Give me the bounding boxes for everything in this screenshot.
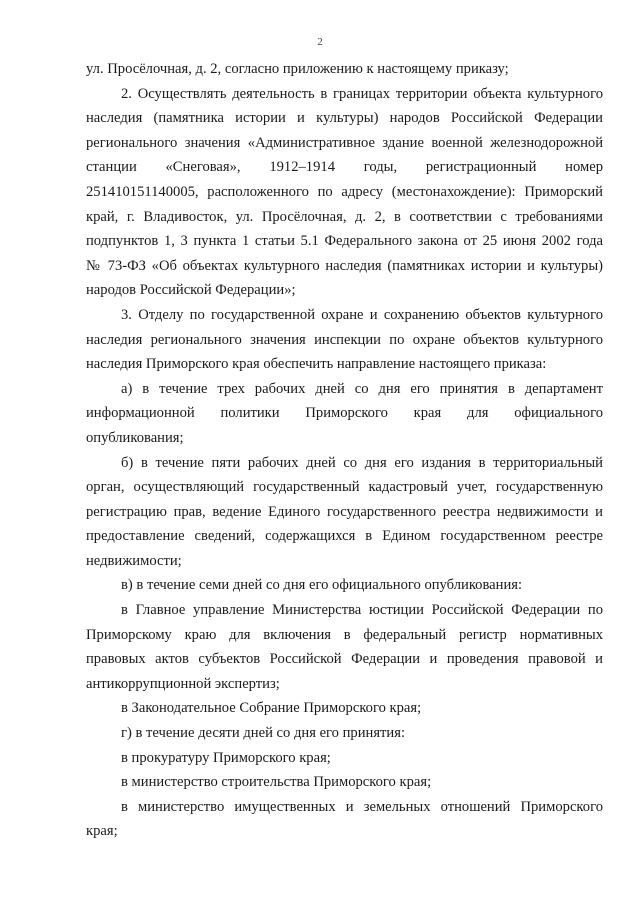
paragraph [86,57,603,82]
text-line: б) в течение пяти рабочих дней со дня его издания в территориальный [121,454,603,471]
text-line: в) в течение семи дней со дня его официального опубликования: [121,577,523,594]
document-body [86,57,603,844]
text-line: 251410151140005, расположенного по адресу (местонахождение): Приморский [86,183,603,200]
text-line: правовых актов субъектов Российской Федерации и проведения правовой и [86,651,603,668]
text-line: в министерство имущественных и земельных отношений Приморского [121,798,603,815]
text-line: наследия регионального значения инспекции по охране объектов культурного [86,331,603,348]
text-line: в Законодательное Собрание Приморского края; [121,700,422,717]
text-line: народов Российской Федерации»; [86,282,296,299]
paragraph [86,795,603,844]
text-line: Приморскому краю для включения в федеральный регистр нормативных [86,626,603,643]
page-number: 2 [317,36,323,48]
paragraph [86,770,603,795]
text-line: края; [86,823,118,840]
text-line: регионального значения «Административное здание военной железнодорожной [86,134,603,151]
text-line: наследия (памятника истории и культуры) народов Российской Федерации [86,110,603,127]
text-line: наследия Приморского края обеспечить направление настоящего приказа: [86,356,547,373]
text-line: в министерство строительства Приморского края; [121,774,432,791]
text-line: орган, осуществляющий государственный кадастровый учет, государственную [86,479,603,496]
text-line: г) в течение десяти дней со дня его принятия: [121,725,406,742]
text-line: опубликования; [86,429,184,446]
paragraph [86,721,603,746]
text-line: край, г. Владивосток, ул. Просёлочная, д. 2, в соответствии с требованиями [86,208,603,225]
paragraph [86,451,603,574]
text-line: недвижимости; [86,552,182,569]
text-line: № 73-ФЗ «Об объектах культурного наследия (памятниках истории и культуры) [86,257,603,274]
text-line: подпунктов 1, 3 пункта 1 статьи 5.1 Федерального закона от 25 июня 2002 года [86,233,603,250]
text-line: 2. Осуществлять деятельность в границах территории объекта культурного [121,85,603,102]
paragraph [86,598,603,696]
paragraph [86,82,603,303]
text-line: предоставление сведений, содержащихся в Едином государственном реестре [86,528,603,545]
text-line: регистрацию прав, ведение Единого государственного реестра недвижимости и [86,503,603,520]
paragraph [86,696,603,721]
text-line: а) в течение трех рабочих дней со дня его принятия в департамент [121,380,603,397]
text-line: 3. Отделу по государственной охране и сохранению объектов культурного [121,306,603,323]
text-line: в прокуратуру Приморского края; [121,749,331,766]
text-line: в Главное управление Министерства юстиции Российской Федерации по [121,602,603,619]
paragraph [86,377,603,451]
paragraph [86,303,603,377]
paragraph [86,746,603,771]
text-line: ул. Просёлочная, д. 2, согласно приложению к настоящему приказу; [86,61,509,77]
paragraph [86,573,603,598]
text-line: информационной политики Приморского края для официального [86,405,603,422]
text-line: станции «Снеговая», 1912–1914 годы, регистрационный номер [86,159,603,176]
text-line: антикоррупционной экспертиз; [86,675,280,692]
